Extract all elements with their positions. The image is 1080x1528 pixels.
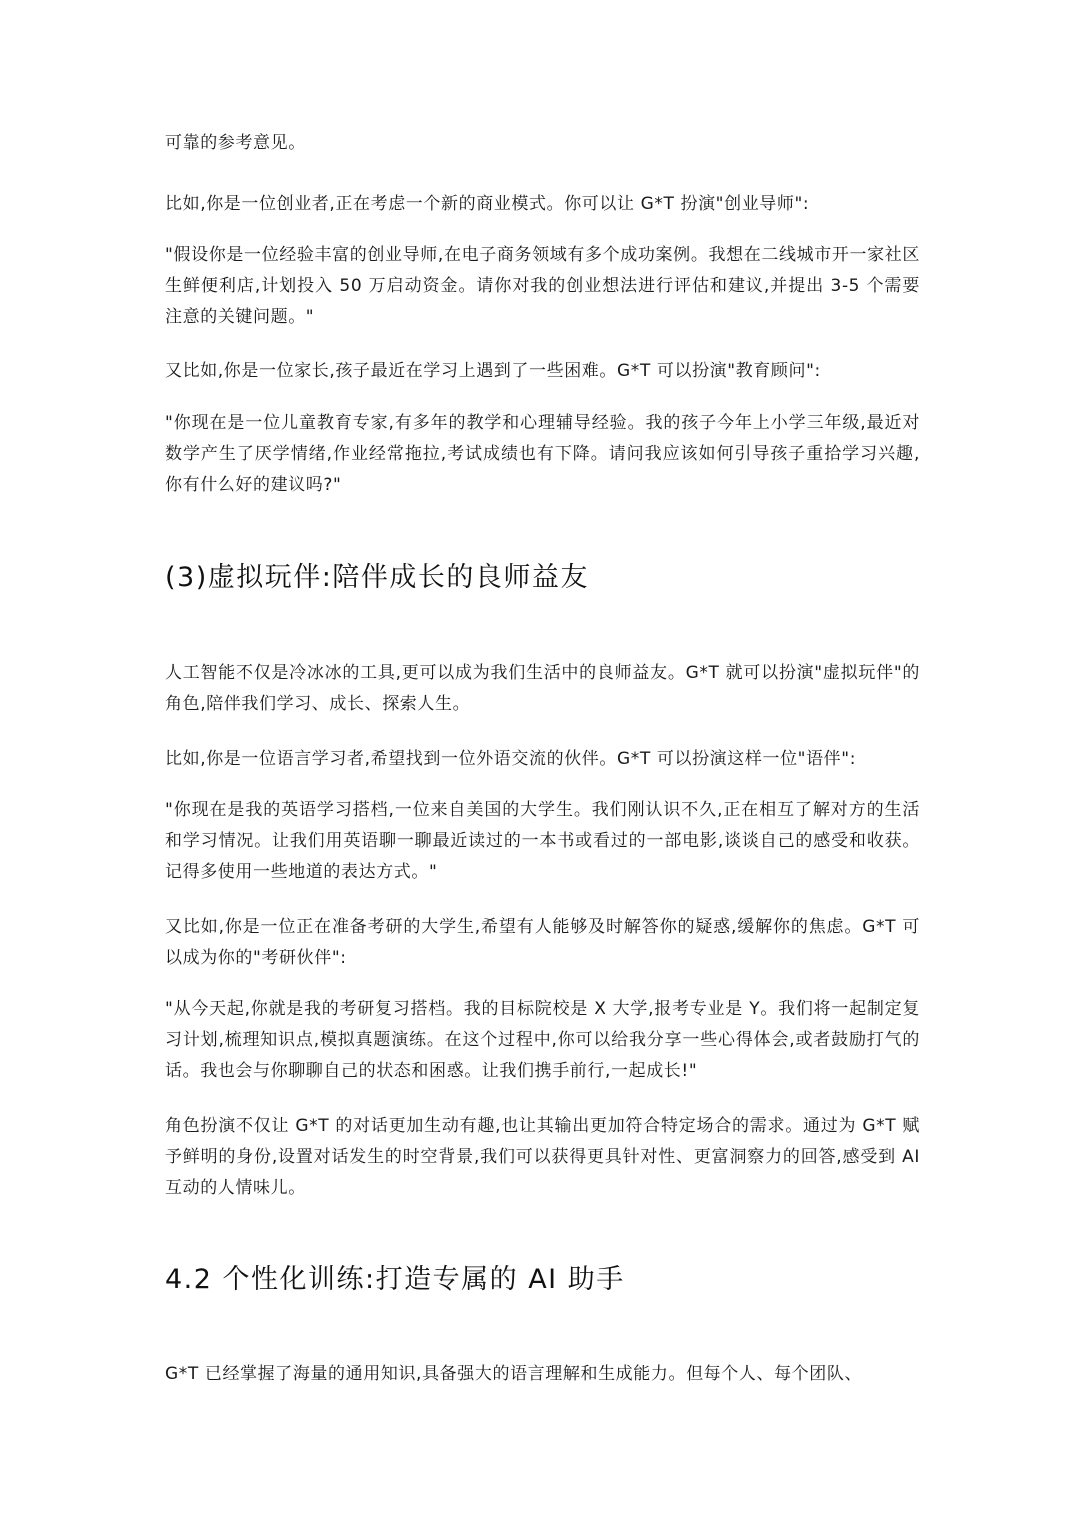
paragraph-general-knowledge: G*T 已经掌握了海量的通用知识,具备强大的语言理解和生成能力。但每个人、每个团队、 [165, 1364, 863, 1384]
paragraph-role-play-summary: 角色扮演不仅让 G*T 的对话更加生动有趣,也让其输出更加符合特定场合的需求。通过为 G*T 赋予鲜明的身份,设置对话发生的时空背景,我们可以获得更具针对性、更富洞察力的回答,感受到 AI 互动的人情味儿。 [165, 1116, 920, 1198]
section-heading-personalized-training: 4.2 个性化训练:打造专属的 AI 助手 [165, 1264, 625, 1295]
paragraph-language-learner-example: 比如,你是一位语言学习者,希望找到一位外语交流的伙伴。G*T 可以扮演这样一位"语伴": [165, 749, 857, 769]
quote-education-advisor: "你现在是一位儿童教育专家,有多年的教学和心理辅导经验。我的孩子今年上小学三年级,最近对数学产生了厌学情绪,作业经常拖拉,考试成绩也有下降。请问我应该如何引导孩子重拾学习兴趣,你有什么好的建议吗?" [165, 413, 920, 495]
paragraph-parent-example: 又比如,你是一位家长,孩子最近在学习上遇到了一些困难。G*T 可以扮演"教育顾问": [165, 361, 821, 381]
quote-startup-mentor: "假设你是一位经验丰富的创业导师,在电子商务领域有多个成功案例。我想在二线城市开一家社区生鲜便利店,计划投入 50 万启动资金。请你对我的创业想法进行评估和建议,并提出 3-5 个需要注意的关键问题。" [165, 245, 920, 327]
paragraph-exam-student-example: 又比如,你是一位正在准备考研的大学生,希望有人能够及时解答你的疑惑,缓解你的焦虑。G*T 可以成为你的"考研伙伴": [165, 917, 920, 968]
paragraph-ai-companion-intro: 人工智能不仅是冷冰冰的工具,更可以成为我们生活中的良师益友。G*T 就可以扮演"虚拟玩伴"的角色,陪伴我们学习、成长、探索人生。 [165, 663, 920, 714]
section-heading-virtual-companion: (3)虚拟玩伴:陪伴成长的良师益友 [165, 562, 589, 593]
quote-exam-partner: "从今天起,你就是我的考研复习搭档。我的目标院校是 X 大学,报考专业是 Y。我们将一起制定复习计划,梳理知识点,模拟真题演练。在这个过程中,你可以给我分享一些心得体会,或者鼓励打气的话。我也会与你聊聊自己的状态和困惑。让我们携手前行,一起成长!" [165, 999, 920, 1081]
quote-language-partner: "你现在是我的英语学习搭档,一位来自美国的大学生。我们刚认识不久,正在相互了解对方的生活和学习情况。让我们用英语聊一聊最近读过的一本书或看过的一部电影,谈谈自己的感受和收获。记得多使用一些地道的表达方式。" [165, 800, 920, 882]
paragraph-reliable-advice: 可靠的参考意见。 [165, 133, 306, 153]
paragraph-entrepreneur-example: 比如,你是一位创业者,正在考虑一个新的商业模式。你可以让 G*T 扮演"创业导师": [165, 194, 810, 214]
